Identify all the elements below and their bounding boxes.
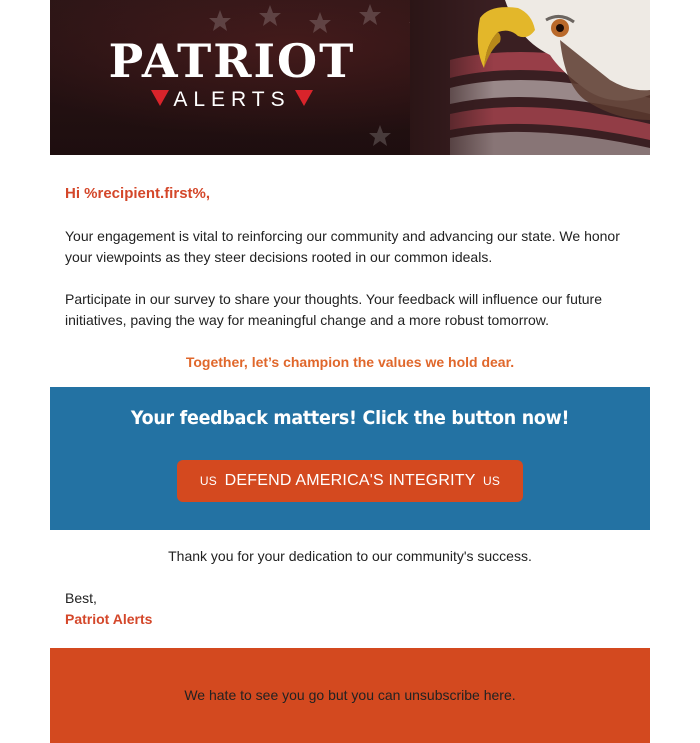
greeting: Hi %recipient.first%,	[65, 185, 211, 202]
unsubscribe-link[interactable]: We hate to see you go but you can unsubscribe here.	[184, 687, 516, 703]
warning-triangle-icon	[151, 90, 169, 106]
patriot-alerts-logo	[92, 36, 372, 112]
header-banner	[50, 0, 650, 155]
eagle-flag-image	[410, 0, 650, 155]
email-body	[50, 155, 650, 387]
us-flag-icon: US	[199, 474, 217, 488]
thanks-text: Thank you for your dedication to our community's success.	[168, 548, 532, 564]
cta-heading: Your feedback matters! Click the button now!	[130, 407, 570, 429]
survey-paragraph: Participate in our survey to share your thoughts. Your feedback will influence our future initiatives, paving the way for meaningful change and a more robust tomorrow.	[65, 291, 602, 328]
cta-section	[50, 387, 650, 530]
logo-sub-row	[92, 88, 372, 112]
footer	[50, 648, 650, 743]
us-flag-icon: US	[482, 474, 501, 488]
signoff-text: Best,	[65, 590, 97, 606]
defend-america-button[interactable]	[177, 460, 523, 502]
signoff-block	[50, 566, 650, 630]
email-container	[50, 0, 650, 743]
logo-sub-text: ALERTS	[173, 88, 291, 111]
signature: Patriot Alerts	[65, 611, 153, 627]
warning-triangle-icon	[295, 90, 313, 106]
logo-main-text: PATRIOT	[108, 34, 356, 88]
tagline: Together, let’s champion the values we hold dear.	[185, 354, 515, 370]
cta-button-label: DEFEND AMERICA'S INTEGRITY	[224, 472, 476, 489]
engagement-paragraph: Your engagement is vital to reinforcing our community and advancing our state. We honor your viewpoints as they steer decisions rooted in our common ideals.	[65, 228, 620, 265]
